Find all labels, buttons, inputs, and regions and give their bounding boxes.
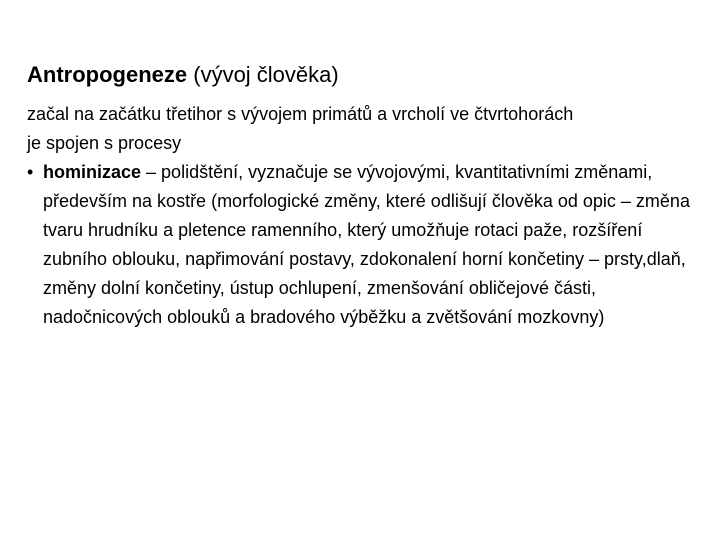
- paragraph-processes: je spojen s procesy: [27, 133, 182, 153]
- bullet-term: hominizace: [43, 162, 142, 182]
- slide-content: [27, 58, 697, 332]
- title-bold-term: Antropogeneze: [27, 62, 188, 87]
- title-subtitle: (vývoj člověka): [187, 62, 339, 87]
- slide-title: [27, 58, 697, 92]
- bullet-hominizace: [27, 158, 697, 332]
- bullet-marker: •: [27, 162, 34, 182]
- bullet-text: – polidštění, vyznačuje se vývojovými, kvantitativními změnami, především na kostře (morfologické změny, které odlišují člověka od opic – změna tvaru hrudníku a pletence ramenního, který umožňuje rotaci paže, rozšíření zubního oblouku, napřimování postavy, zdokonalení horní končetiny – prsty,dlaň, změny dolní končetiny, ústup ochlupení, zmenšování obličejové části, nadočnicových oblouků a bradového výběžku a zvětšování mozkovny): [43, 162, 690, 327]
- paragraph-origin: začal na začátku třetihor s vývojem primátů a vrcholí ve čtvrtohorách: [27, 104, 574, 124]
